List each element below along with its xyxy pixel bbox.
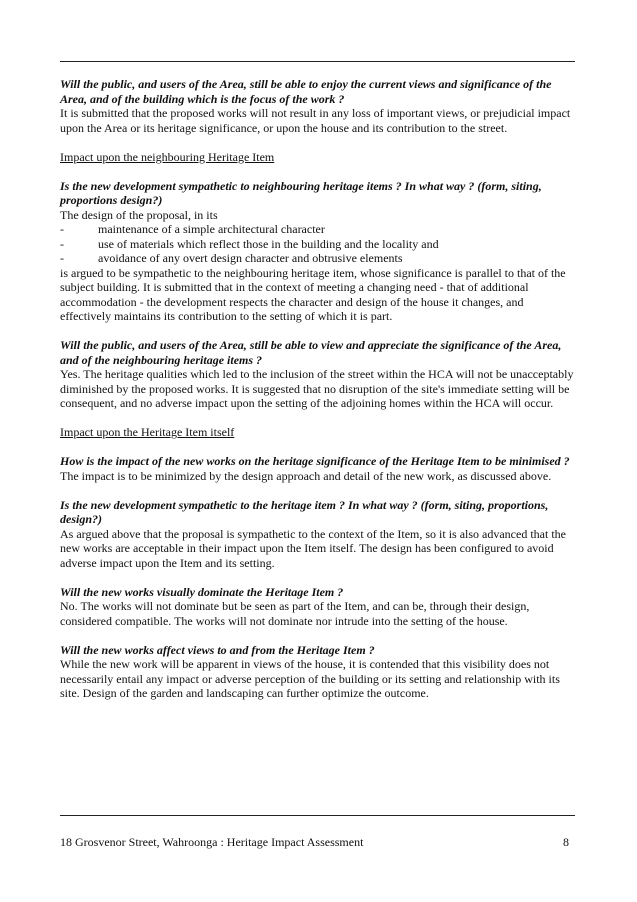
page-number: 8 xyxy=(563,835,569,849)
bullet-marker: - xyxy=(60,236,64,251)
answer-public-views: It is submitted that the proposed works will not result in any loss of important views, or prejudicial impact upon the Area or its heritage significance, or upon the house and its contribution to the street. xyxy=(60,106,571,135)
bullet-marker: - xyxy=(60,222,64,236)
list-item xyxy=(60,251,575,266)
section-heading-neighbouring: Impact upon the neighbouring Heritage Item xyxy=(60,149,275,164)
footer-rule xyxy=(60,815,575,816)
question-sympathetic-neighbouring: Is the new development sympathetic to neighbouring heritage items ? In what way ? (form, siting, proportions design?) xyxy=(60,178,542,207)
answer-impact-minimised: The impact is to be minimized by the design approach and detail of the new work, as discussed above. xyxy=(60,468,552,483)
answer-sympathetic-neighbouring: is argued to be sympathetic to the neighbouring heritage item, whose significance is parallel to that of the subject building. It is submitted that in the context of meeting a changing need - that of additional accommodation - the development respects the character and design of the house it changes, and effectively maintains its contribution to the setting of which it is part. xyxy=(60,265,566,323)
question-public-views: Will the public, and users of the Area, still be able to enjoy the current views and significance of the Area, and of the building which is the focus of the work ? xyxy=(60,77,552,106)
answer-affect-views: While the new work will be apparent in views of the house, it is contended that this visibility does not necessarily entail any impact or adverse perception of the building or its setting and relationship with its site. Design of the garden and landscaping can further optimize the outcome. xyxy=(60,657,560,700)
footer-title: 18 Grosvenor Street, Wahroonga : Heritage Impact Assessment xyxy=(60,835,364,849)
list-item-text: avoidance of any overt design character and obtrusive elements xyxy=(98,251,403,265)
question-appreciate-significance: Will the public, and users of the Area, still be able to view and appreciate the significance of the Area, and of the neighbouring heritage items ? xyxy=(60,338,562,367)
question-impact-minimised: How is the impact of the new works on the heritage significance of the Heritage Item to be minimised ? xyxy=(60,454,570,468)
bullet-marker: - xyxy=(60,251,64,265)
answer-sympathetic-item: As argued above that the proposal is sympathetic to the context of the Item, so it is also advanced that the new works are acceptable in their impact upon the Item itself. The design has been configured to avoid adverse impact upon the Item and its setting. xyxy=(60,526,566,570)
page-footer xyxy=(60,835,575,850)
list-item-text: maintenance of a simple architectural character xyxy=(98,222,325,236)
list-item xyxy=(60,237,575,252)
page-body xyxy=(60,77,575,701)
question-affect-views: Will the new works affect views to and from the Heritage Item ? xyxy=(60,642,375,657)
list-item xyxy=(60,222,575,237)
list-item-text: use of materials which reflect those in the building and the locality and xyxy=(98,236,439,251)
answer-intro: The design of the proposal, in its xyxy=(60,207,218,222)
question-visually-dominate: Will the new works visually dominate the Heritage Item ? xyxy=(60,584,344,599)
section-heading-item: Impact upon the Heritage Item itself xyxy=(60,425,235,439)
header-rule xyxy=(60,61,575,62)
answer-visually-dominate: No. The works will not dominate but be seen as part of the Item, and can be, through their design, considered compatible. The works will not dominate nor intrude into the setting of the house. xyxy=(60,599,530,628)
answer-appreciate-significance: Yes. The heritage qualities which led to the inclusion of the street within the HCA will not be unacceptably diminished by the proposed works. It is suggested that no disruption of the site's immediate setting will be consequent, and no adverse impact upon the setting of the adjoining homes within the HCA will occur. xyxy=(60,367,574,410)
question-sympathetic-item: Is the new development sympathetic to the heritage item ? In what way ? (form, siting, proportions, design?) xyxy=(60,497,549,526)
